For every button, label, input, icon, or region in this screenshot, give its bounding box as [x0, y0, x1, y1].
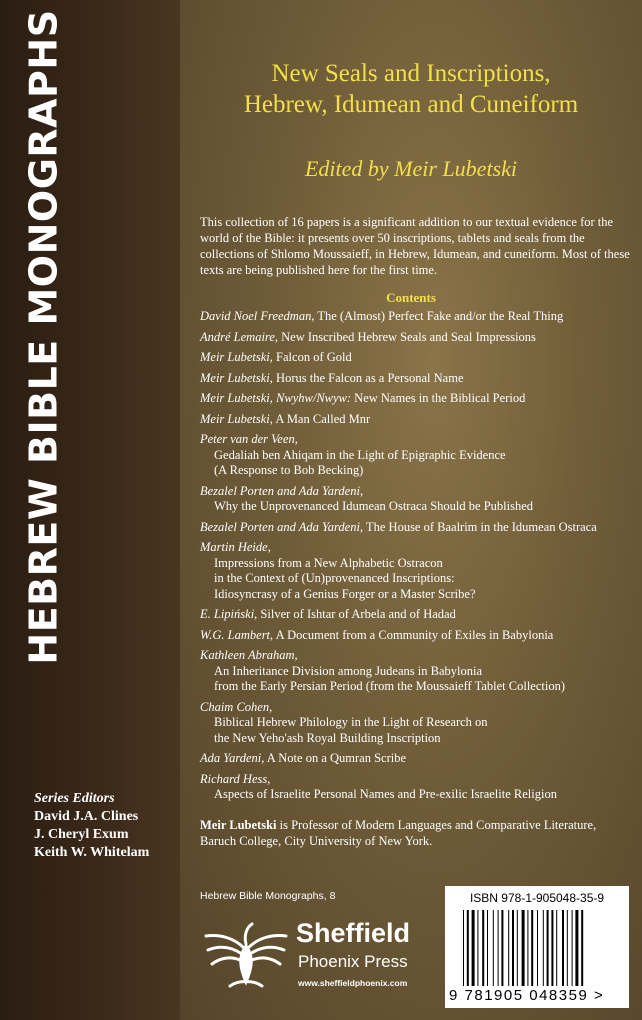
bio-text: is Professor of Modern Languages and Comparative Literature, Baruch College, City University of New York. — [200, 818, 597, 848]
bio-name: Meir Lubetski — [200, 818, 277, 832]
series-editors-label: Series Editors — [34, 791, 115, 806]
entry-author: Meir Lubetski, — [200, 411, 273, 426]
publisher-name: Sheffield — [296, 918, 411, 948]
isbn-label: ISBN 978-1-905048-35-9 — [469, 891, 605, 905]
back-cover-main — [180, 0, 642, 1020]
entry-author: Bezalel Porten and Ada Yardeni, — [200, 483, 364, 498]
entry-author: Martin Heide, — [200, 540, 271, 554]
publisher-url: www.sheffieldphoenix.com — [298, 978, 408, 988]
contents-entry — [200, 330, 634, 346]
entry-title-line: Impressions from a New Alphabetic Ostracon — [214, 555, 443, 570]
entry-title-line: (A Response to Bob Becking) — [214, 463, 364, 477]
publisher-name-sub: Phoenix Press — [298, 952, 408, 971]
series-editor: J. Cheryl Exum — [34, 827, 129, 842]
contents-entry — [200, 484, 634, 515]
entry-author: Ada Yardeni, — [200, 751, 265, 765]
contents-entry — [200, 412, 634, 428]
entry-title: A Note on a Qumran Scribe — [264, 751, 407, 765]
entry-title: Horus the Falcon as a Personal Name — [272, 370, 464, 385]
series-editor: David J.A. Clines — [34, 809, 139, 824]
entry-title-line: in the Context of (Un)provenanced Inscriptions: — [214, 571, 455, 585]
book-title — [180, 58, 642, 120]
entry-author: E. Lipiński, — [200, 607, 258, 621]
phoenix-icon — [200, 916, 292, 990]
contents-entry — [200, 540, 634, 602]
contents-heading: Contents — [386, 290, 436, 305]
book-title-line: Hebrew, Idumean and Cuneiform — [243, 91, 579, 118]
entry-title: New Inscribed Hebrew Seals and Seal Impressions — [278, 329, 536, 344]
entry-title: Silver of Ishtar of Arbela and of Hadad — [257, 607, 456, 621]
barcode-digits: 9 781905 048359 > — [449, 987, 605, 1004]
contents-entry — [200, 309, 634, 325]
entry-title-line: Biblical Hebrew Philology in the Light of Research on — [214, 715, 488, 729]
entry-title-line: Aspects of Israelite Personal Names and Pre-exilic Israelite Religion — [214, 787, 557, 801]
entry-title: Falcon of Gold — [272, 350, 352, 364]
spine-panel — [0, 0, 180, 1020]
contents-entry — [200, 371, 634, 387]
entry-title: The House of Baalrim in the Idumean Ostraca — [363, 519, 597, 534]
book-title-line: New Seals and Inscriptions, — [271, 60, 551, 87]
description-paragraph: This collection of 16 papers is a significant addition to our textual evidence for the world of the Bible: it presents over 50 inscriptions, tablets and seals from the collections of Shlomo Moussaieff, in Hebrew, Idumean, and cuneiform. Most of these texts are being published here for the first time. — [200, 215, 630, 277]
entry-author: Meir Lubetski, Nwyhw/Nwyw: — [200, 391, 352, 405]
contents-entry — [200, 628, 634, 644]
editor-credit: Edited by Meir Lubetski — [304, 156, 517, 181]
publisher-logo-block — [200, 912, 430, 996]
entry-author: David Noel Freedman, — [200, 309, 315, 323]
contents-entry — [200, 391, 634, 407]
series-title-vertical — [14, 9, 74, 665]
entry-title: New Names in the Biblical Period — [351, 391, 526, 405]
contents-entry — [200, 751, 634, 767]
entry-author: W.G. Lambert, — [200, 627, 274, 642]
contents-entry — [200, 432, 634, 479]
series-number: Hebrew Bible Monographs, 8 — [200, 890, 336, 902]
entry-title: A Man Called Mnr — [272, 411, 371, 426]
entry-author: Chaim Cohen, — [200, 699, 273, 714]
contents-entry — [200, 350, 634, 366]
entry-author: Meir Lubetski, — [200, 350, 273, 364]
contents-list — [200, 309, 634, 808]
series-title-text: HEBREW BIBLE MONOGRAPHS — [22, 9, 67, 665]
contents-entry — [200, 648, 634, 695]
barcode-icon — [461, 910, 613, 986]
series-editors — [34, 790, 174, 862]
entry-author: Bezalel Porten and Ada Yardeni, — [200, 519, 364, 534]
entry-title-line: Why the Unprovenanced Idumean Ostraca Should be Published — [214, 499, 534, 513]
entry-author: André Lemaire, — [200, 329, 278, 344]
entry-title-line: Idiosyncrasy of a Genius Forger or a Master Scribe? — [214, 586, 476, 601]
entry-title-line: the New Yeho'ash Royal Building Inscription — [214, 730, 441, 745]
contents-entry — [200, 607, 634, 623]
barcode-block — [445, 886, 629, 1008]
entry-title-line: An Inheritance Division among Judeans in Babylonia — [214, 663, 482, 678]
entry-author: Meir Lubetski, — [200, 370, 273, 385]
contents-entry — [200, 700, 634, 747]
author-bio — [200, 817, 634, 849]
contents-entry — [200, 772, 634, 803]
entry-title-line: Gedaliah ben Ahiqam in the Light of Epigraphic Evidence — [214, 447, 506, 462]
series-editor: Keith W. Whitelam — [34, 845, 150, 860]
entry-author: Peter van der Veen, — [200, 432, 298, 446]
entry-title: The (Almost) Perfect Fake and/or the Real Thing — [314, 309, 564, 323]
entry-title: A Document from a Community of Exiles in Babylonia — [273, 627, 554, 642]
contents-entry — [200, 520, 634, 536]
entry-author: Richard Hess, — [200, 771, 271, 786]
entry-title-line: from the Early Persian Period (from the Moussaieff Tablet Collection) — [214, 679, 566, 693]
entry-author: Kathleen Abraham, — [200, 648, 298, 662]
